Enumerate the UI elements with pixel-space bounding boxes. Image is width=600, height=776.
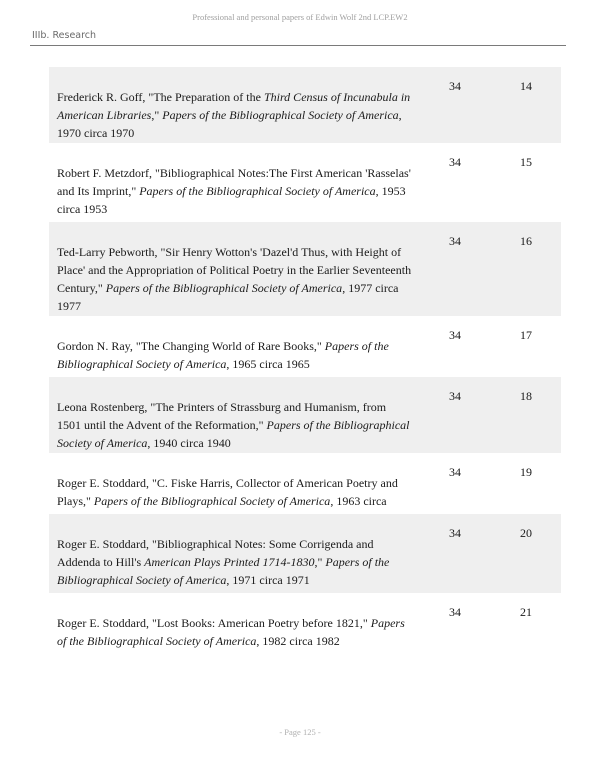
table-row (49, 316, 561, 377)
section-divider (30, 45, 566, 46)
item-description (57, 535, 412, 589)
italic-title: Papers of the Bibliographical Society of America (105, 281, 343, 295)
italic-title: Papers of the Bibliographical Society of America (57, 616, 405, 648)
item-description (57, 614, 412, 650)
description-text: , 1977 circa 1977 (57, 281, 399, 313)
running-head: Professional and personal papers of Edwin Wolf 2nd LCP.EW2 (192, 12, 408, 22)
description-text: , 1971 circa 1971 (226, 573, 310, 587)
box-number: 34 (449, 605, 461, 619)
item-description (57, 164, 412, 218)
description-text: , 1963 circa (330, 494, 387, 508)
description-text: , 1953 circa 1953 (57, 184, 406, 216)
box-number: 34 (449, 389, 461, 403)
italic-title: Papers of the Bibliographical Society of America (93, 494, 331, 508)
folder-number: 21 (520, 605, 532, 619)
description-text: Robert F. Metzdorf, "Bibliographical Notes:The First American 'Rasselas' and Its Imprint," (57, 166, 411, 198)
table-row (49, 453, 561, 514)
box-number: 34 (449, 465, 461, 479)
item-description (57, 398, 412, 452)
italic-title: Papers of the Bibliographical Society of America (57, 418, 410, 450)
folder-number: 18 (520, 389, 532, 403)
italic-title: Papers of the Bibliographical Society of America (57, 339, 389, 371)
description-text: ," (151, 108, 163, 122)
box-number: 34 (449, 526, 461, 540)
container-list-table (49, 67, 561, 655)
box-number: 34 (449, 328, 461, 342)
section-title: IIIb. Research (32, 30, 97, 41)
table-row (49, 514, 561, 593)
box-number: 34 (449, 155, 461, 169)
description-text: Roger E. Stoddard, "Bibliographical Notes: Some Corrigenda and Addenda to Hill's (57, 537, 374, 569)
description-text: Gordon N. Ray, "The Changing World of Rare Books," (57, 339, 325, 353)
item-description (57, 243, 412, 315)
description-text: , 1982 circa 1982 (256, 634, 340, 648)
italic-title: Papers of the Bibliographical Society of America (57, 555, 390, 587)
table-row (49, 143, 561, 222)
italic-title: Papers of the Bibliographical Society of America (139, 184, 376, 198)
folder-number: 19 (520, 465, 532, 479)
description-text: Roger E. Stoddard, "Lost Books: American Poetry before 1821," (57, 616, 371, 630)
table-row (49, 377, 561, 453)
folder-number: 16 (520, 234, 532, 248)
description-text: , 1965 circa 1965 (226, 357, 310, 371)
description-text: Ted-Larry Pebworth, "Sir Henry Wotton's 'Dazel'd Thus, with Height of Place' and the Appropriation of Political Poetry in the Earlier Seventeenth Century," (57, 245, 412, 295)
item-description (57, 88, 412, 142)
description-text: , 1940 circa 1940 (147, 436, 231, 450)
description-text: ," (314, 555, 326, 569)
table-row (49, 67, 561, 143)
description-text: Leona Rostenberg, "The Printers of Strassburg and Humanism, from 1501 until the Advent of the Reformation," (57, 400, 387, 432)
item-description (57, 337, 412, 373)
table-row (49, 222, 561, 316)
page-number: - Page 125 - (279, 727, 321, 737)
table-row (49, 593, 561, 655)
folder-number: 15 (520, 155, 532, 169)
description-text: , 1970 circa 1970 (57, 108, 402, 140)
folder-number: 14 (520, 79, 532, 93)
italic-title: Third Census of Incunabula in American Libraries (57, 90, 411, 122)
description-text: Frederick R. Goff, "The Preparation of the (57, 90, 264, 104)
folder-number: 20 (520, 526, 532, 540)
italic-title: American Plays Printed 1714-1830 (144, 555, 315, 569)
box-number: 34 (449, 79, 461, 93)
description-text: Roger E. Stoddard, "C. Fiske Harris, Collector of American Poetry and Plays," (57, 476, 398, 508)
box-number: 34 (449, 234, 461, 248)
folder-number: 17 (520, 328, 532, 342)
italic-title: Papers of the Bibliographical Society of America (162, 108, 399, 122)
